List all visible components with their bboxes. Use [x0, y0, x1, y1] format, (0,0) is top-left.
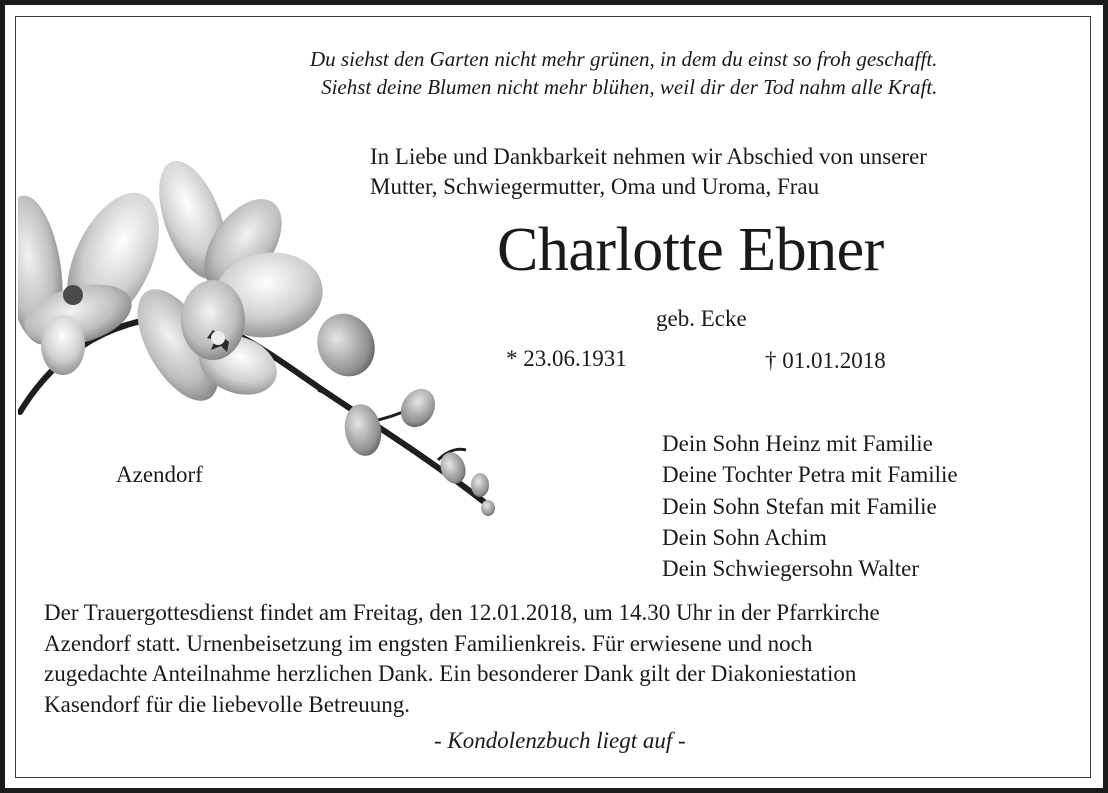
death-date: † 01.01.2018	[765, 348, 886, 373]
place-name: Azendorf	[116, 462, 203, 487]
condolence-note: - Kondolenzbuch liegt auf -	[434, 728, 686, 753]
motto-verse	[310, 45, 937, 101]
mourner-item: Dein Sohn Heinz mit Familie	[662, 431, 933, 456]
service-line: Kasendorf für die liebevolle Betreuung.	[44, 691, 410, 717]
motto-line-2: Siehst deine Blumen nicht mehr blühen, weil dir der Tod nahm alle Kraft.	[321, 75, 938, 99]
mourner-item: Dein Sohn Achim	[662, 524, 827, 550]
mourners-list	[662, 428, 958, 584]
intro-line-2: Mutter, Schwiegermutter, Oma und Uroma, Frau	[370, 174, 820, 199]
maiden-name: geb. Ecke	[656, 306, 747, 331]
service-paragraph	[44, 598, 1074, 720]
intro-line-1: In Liebe und Dankbarkeit nehmen wir Abschied von unserer	[370, 144, 927, 169]
service-line: zugedachte Anteilnahme herzlichen Dank. Ein besonderer Dank gilt der Diakoniestation	[44, 661, 857, 686]
mourner-item: Deine Tochter Petra mit Familie	[662, 462, 958, 488]
intro-text	[370, 142, 927, 202]
service-line: Azendorf statt. Urnenbeisetzung im engsten Familienkreis. Für erwiesene und noch	[44, 630, 813, 656]
birth-date: * 23.06.1931	[506, 346, 627, 371]
deceased-name: Charlotte Ebner	[497, 216, 884, 284]
mourner-item: Dein Sohn Stefan mit Familie	[662, 493, 937, 519]
motto-line-1: Du siehst den Garten nicht mehr grünen, in dem du einst so froh geschafft.	[310, 47, 938, 71]
mourner-item: Dein Schwiegersohn Walter	[662, 556, 920, 582]
service-line: Der Trauergottesdienst findet am Freitag, den 12.01.2018, um 14.30 Uhr in der Pfarrkirche	[44, 600, 880, 625]
orchid-branch-image	[18, 150, 508, 530]
